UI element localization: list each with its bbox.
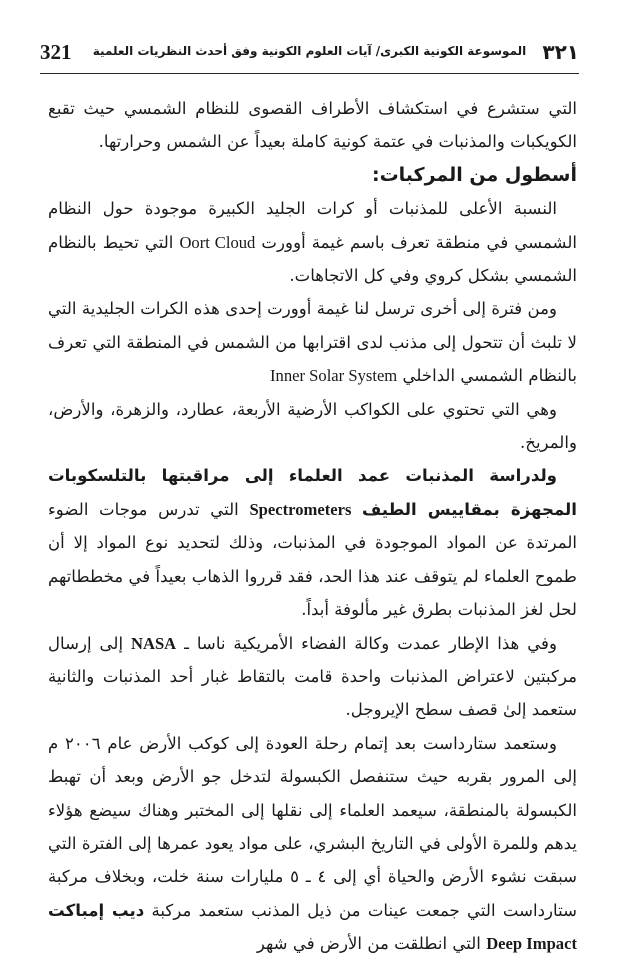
paragraph-7: [48, 727, 577, 961]
page-header: [40, 40, 579, 76]
p5-text-rest: التي تدرس موجات الضوء المرتدة عن المواد الموجودة في المذنبات، وذلك لتحديد نوع المواد إلا أن طموح العلماء لم يتوقف عند هذا الحد، فقد قرروا الذهاب بعيداً في مخططاتهم لحل لغز المذنبات بطرق غير مألوفة أبداً.: [47, 499, 577, 620]
p6-text-a: وفي هذا الإطار عمدت وكالة الفضاء الأمريكية ناسا ـ: [184, 633, 557, 653]
paragraph-2: [48, 192, 577, 292]
p5-bold-text: ولدراسة المذنبات عمد العلماء إلى مراقبتها بالتلسكوبات المجهزة بمقاييس الطيف: [48, 466, 577, 519]
p7-text-b: التي انطلقت من الأرض في شهر: [256, 934, 481, 954]
p7-bold-term: ديب إمباكت: [48, 900, 145, 920]
paragraph-6: [48, 627, 577, 727]
p2-text-b: التي تحيط بالنظام الشمسي بشكل كروي وفي كل الاتجاهات.: [48, 232, 577, 286]
paragraph-1: التي ستشرع في استكشاف الأطراف القصوى للنظام الشمسي حيث تقبع الكويكبات والمذنبات في عتمة كونية كاملة بعيداً عن الشمس وحرارتها.: [48, 99, 577, 152]
paragraph-3: [48, 292, 577, 392]
body-text: [47, 92, 578, 954]
header-rule: [40, 73, 579, 74]
paragraph-5: [48, 459, 577, 626]
page-number-arabic: ٣٢١: [542, 40, 579, 64]
p3-text-a: ومن فترة إلى أخرى ترسل لنا غيمة أوورت إحدى هذه الكرات الجليدية التي لا تلبث أن تتحول إلى مذنب لدى اقترابها من الشمس في المنطقة التي تعرف بالنظام الشمسي الداخلي: [48, 299, 577, 386]
section-heading: أسطول من المركبات:: [371, 163, 577, 186]
p3-english-term: Inner Solar System: [270, 366, 398, 386]
p7-text-a: وستعمد ستارداست بعد إتمام رحلة العودة إلى كوكب الأرض عام ٢٠٠٦ م إلى المرور بقربه حيث ستنفصل الكبسولة لتدخل جو الأرض وبعد أن تهبط الكبسولة بالمنطقة، سيعمد العلماء إلى نقلها إلى المختبر وهناك سيضع هؤلاء يدهم وللمرة الأولى في التاريخ البشري، على مواد يعود عمرها إلى الفترة التي سبقت نشوء الأرض والحياة أي إلى ٤ ـ ٥ مليارات سنة خلت، وبخلاف مركبة ستارداست التي جمعت عينات من ذيل المذنب ستعمد مركبة: [48, 733, 577, 920]
p2-english-term: Oort Cloud: [179, 232, 256, 252]
p5-english-term: Spectrometers: [249, 499, 352, 519]
paragraph-4: وهي التي تحتوي على الكواكب الأرضية الأربعة، عطارد، والزهرة، والأرض، والمريخ.: [48, 399, 577, 453]
p2-text-a: النسبة الأعلى للمذنبات أو كرات الجليد الكبيرة موجودة حول النظام الشمسي في منطقة تعرف باسم غيمة أوورت: [48, 199, 578, 252]
page-number-latin: 321: [40, 40, 72, 64]
p6-english-term: NASA: [130, 633, 177, 653]
p6-text-b: إلى إرسال مركبتين لاعتراض المذنبات واحدة قامت بالتقاط غبار أحد المذنبات والثانية ستعمد إلىٰ قصف سطح الإيروجل.: [48, 633, 577, 720]
running-title: الموسوعة الكونية الكبرى/ آيات العلوم الكونية وفق أحدث النظريات العلمية: [92, 44, 527, 58]
p7-english-term: Deep Impact: [486, 934, 577, 954]
